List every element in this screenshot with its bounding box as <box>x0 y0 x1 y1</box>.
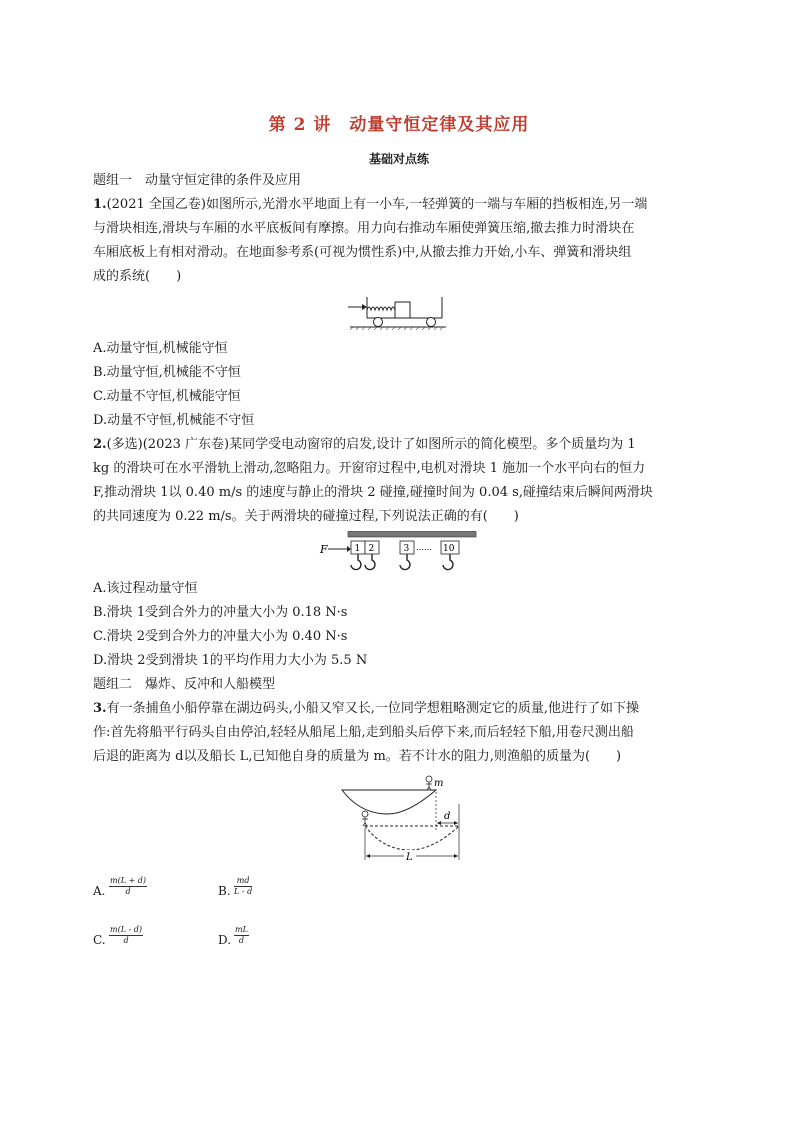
q3-length-label: L <box>406 852 413 862</box>
slider-1-label: 1 <box>354 544 361 554</box>
group2-heading: 题组二 爆炸、反冲和人船模型 <box>93 677 276 692</box>
q2-rail-figure <box>318 531 478 577</box>
q2-line-2: kg 的滑块可在水平滑轨上滑动,忽略阻力。开窗帘过程中,电机对滑块 1 施加一个水平向右的恒力 <box>93 461 646 476</box>
q2-line-1: 2.(多选)(2023 广东卷)某同学受电动窗帘的启发,设计了如图所示的简化模型。多个质量均为 1 <box>93 437 636 452</box>
q3-option-d-fraction: $\frac{mL}{d}$ <box>235 925 248 945</box>
q2-force-label: F <box>320 543 328 556</box>
q3-boat-figure <box>338 774 463 862</box>
q3-option-d[interactable]: D. $\frac{mL}{d}$ <box>218 925 248 947</box>
q3-option-a-fraction: $\frac{m(L + d)}{d}$ <box>110 876 147 896</box>
q1-line-1: 1.(2021 全国乙卷)如图所示,光滑水平地面上有一小车,一轻弹簧的一端与车厢的挡板相连,另一端 <box>93 197 648 212</box>
q3-line-2: 作:首先将船平行码头自由停泊,轻轻从船尾上船,走到船头后停下来,而后轻轻下船,用卷尺测出船 <box>93 725 634 740</box>
q3-line-3: 后退的距离为 d以及船长 L,已知他自身的质量为 m。若不计水的阻力,则渔船的质量为( ) <box>93 749 622 764</box>
q1-option-a[interactable]: A.动量守恒,机械能守恒 <box>93 341 228 356</box>
q1-cart-figure <box>348 294 448 330</box>
q1-line-4: 成的系统( ) <box>93 269 182 284</box>
slider-2-label: 2 <box>368 544 375 554</box>
q2-number: 2. <box>93 437 107 452</box>
group1-heading: 题组一 动量守恒定律的条件及应用 <box>93 173 302 188</box>
q1-line-3: 车厢底板上有相对滑动。在地面参考系(可视为惯性系)中,从撤去推力开始,小车、弹簧和滑块组 <box>93 245 632 260</box>
q2-option-a[interactable]: A.该过程动量守恒 <box>93 581 198 596</box>
q2-option-c[interactable]: C.滑块 2受到合外力的冲量大小为 0.40 N·s <box>93 629 348 644</box>
q1-line-2: 与滑块相连,滑块与车厢的水平底板间有摩擦。用力向右推动车厢使弹簧压缩,撤去推力时滑块在 <box>93 221 635 236</box>
q3-line-1: 3.有一条捕鱼小船停靠在湖边码头,小船又窄又长,一位同学想粗略测定它的质量,他进行了如下操 <box>93 701 639 716</box>
q3-number: 3. <box>93 701 107 716</box>
q3-option-b[interactable]: B. $\frac{md}{L - d}$ <box>218 876 253 898</box>
q1-number: 1. <box>93 197 107 212</box>
slider-3-label: 3 <box>403 544 410 554</box>
q2-option-b[interactable]: B.滑块 1受到合外力的冲量大小为 0.18 N·s <box>93 605 348 620</box>
q1-option-c[interactable]: C.动量不守恒,机械能守恒 <box>93 389 241 404</box>
q2-line-4: 的共同速度为 0.22 m/s。关于两滑块的碰撞过程,下列说法正确的有( ) <box>93 509 519 524</box>
q1-option-d[interactable]: D.动量不守恒,机械能不守恒 <box>93 413 255 428</box>
q3-option-b-fraction: $\frac{md}{L - d}$ <box>234 876 253 896</box>
slider-dots: …… <box>416 543 432 552</box>
section-subtitle: 基础对点练 <box>368 152 429 166</box>
q3-distance-label: d <box>444 811 451 822</box>
q3-option-c-fraction: $\frac{m(L - d)}{d}$ <box>110 925 143 945</box>
q1-option-b[interactable]: B.动量守恒,机械能不守恒 <box>93 365 241 380</box>
q2-line-3: F,推动滑块 1以 0.40 m/s 的速度与静止的滑块 2 碰撞,碰撞时间为 0.04 s,碰撞结束后瞬间两滑块 <box>93 485 653 500</box>
q3-option-a[interactable]: A. $\frac{m(L + d)}{d}$ <box>93 876 147 898</box>
q3-mass-label: m <box>434 778 444 789</box>
q3-option-c[interactable]: C. $\frac{m(L - d)}{d}$ <box>93 925 143 947</box>
q2-option-d[interactable]: D.滑块 2受到滑块 1的平均作用力大小为 5.5 N <box>93 653 368 668</box>
page-title: 第 2 讲 动量守恒定律及其应用 <box>268 115 530 135</box>
slider-10-label: 10 <box>443 544 455 554</box>
